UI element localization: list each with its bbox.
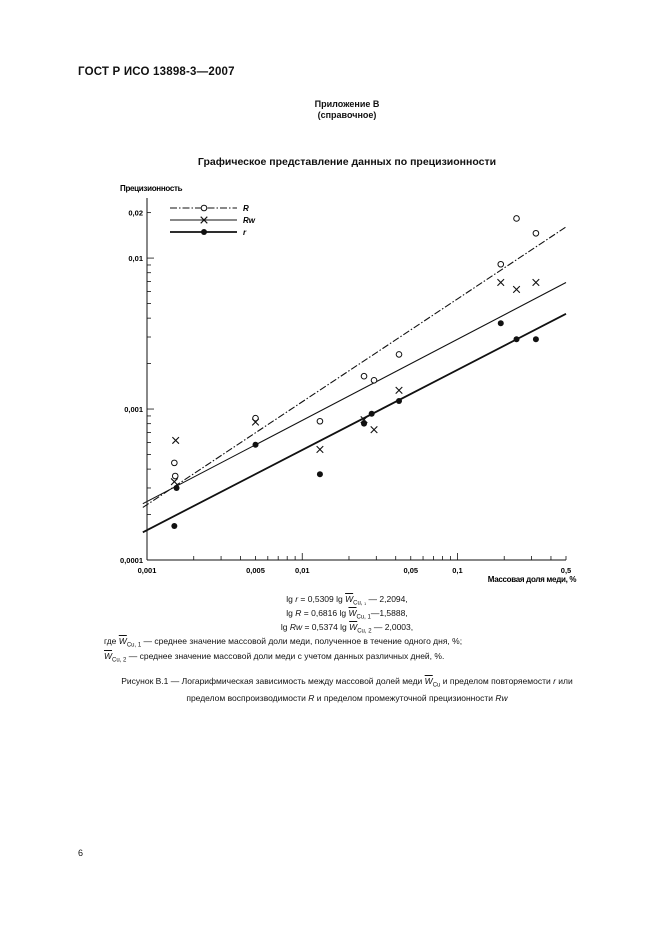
annex-title: Приложение B <box>314 99 380 109</box>
data-point-rw <box>172 437 179 444</box>
data-point-r <box>172 473 178 479</box>
data-point-r <box>317 471 323 477</box>
data-point-r <box>396 398 402 404</box>
data-point-rw <box>371 426 378 433</box>
data-point-r <box>253 442 259 448</box>
legend-label-r: R <box>243 204 249 213</box>
data-point-r <box>317 418 323 424</box>
data-point-r <box>498 320 504 326</box>
caption-line-1: Рисунок В.1 — Логарифмическая зависимость между массовой долей меди $\overline{W}_{Cu}$ и пределом повторяемости r или <box>121 676 573 689</box>
legend-label-r: r <box>243 228 247 237</box>
data-point-r <box>174 485 180 491</box>
definition-wcu2: $\overline{W}_{Cu, 2}$ — среднее значение массовой доли меди с учетом данных различных дней, %. <box>104 651 445 664</box>
data-point-r <box>514 336 520 342</box>
y-tick-label: 0,01 <box>128 254 143 264</box>
legend-label-rw: Rw <box>243 216 255 225</box>
x-tick-label: 0,01 <box>294 566 310 575</box>
fit-line-rw <box>143 283 566 504</box>
y-tick-label: 0,02 <box>128 208 143 218</box>
data-point-r <box>369 411 375 417</box>
legend-marker-r <box>201 229 207 235</box>
data-point-rw <box>317 446 324 453</box>
x-tick-label: 0,05 <box>403 566 419 575</box>
data-point-rw <box>396 387 403 394</box>
x-tick-label: 0,1 <box>452 566 463 575</box>
x-axis-label: Массовая доля меди, % <box>487 575 577 584</box>
data-point-rw <box>497 279 504 286</box>
y-tick-label: 0,0001 <box>120 556 143 565</box>
data-point-r <box>533 336 539 342</box>
chart-title: Графическое представление данных по прецизионности <box>197 156 497 168</box>
data-point-r <box>371 378 377 384</box>
document-header: ГОСТ Р ИСО 13898-3—2007 <box>78 66 235 78</box>
annex-subtitle: (справочное) <box>317 110 377 120</box>
definition-wcu1: где $\overline{W}_{Cu, 1}$ — среднее значение массовой доли меди, полученное в течение одного дня, %; <box>104 636 463 649</box>
fit-line-r <box>143 314 566 532</box>
legend-marker-r <box>201 205 207 211</box>
x-tick-label: 0,5 <box>560 566 572 575</box>
data-point-r <box>533 230 539 236</box>
y-axis-label: Прецизионность <box>120 184 183 193</box>
caption-line-2: пределом воспроизводимости R и пределом промежуточной прецизионности Rw <box>186 692 508 703</box>
data-point-r <box>498 261 504 267</box>
data-point-rw <box>513 286 520 293</box>
figure-caption <box>0 675 661 704</box>
data-point-rw <box>171 478 178 485</box>
data-point-r <box>361 373 367 379</box>
page-number: 6 <box>78 848 84 858</box>
data-point-r <box>361 421 367 427</box>
equation-Rw: lg Rw = 0,5374 $\lg \overline{W}_{Cu, 2}$ — 2,0003, <box>280 622 414 635</box>
x-tick-label: 0,001 <box>137 566 157 575</box>
data-point-r <box>171 523 177 529</box>
data-point-rw <box>533 279 540 286</box>
equation-r: lg r = 0,5309 $\lg \overline{W}_{Cu, _1}$ — 2,2094, <box>286 594 408 607</box>
data-point-r <box>172 460 178 466</box>
fit-line-r <box>143 227 566 507</box>
data-point-r <box>514 216 520 222</box>
data-point-r <box>396 352 402 358</box>
x-tick-label: 0,005 <box>246 566 265 575</box>
y-tick-label: 0,001 <box>124 405 143 415</box>
equation-R: lg R = 0,6816 $\lg \overline{W}_{Cu, 1}—1,5888$, <box>286 608 408 621</box>
